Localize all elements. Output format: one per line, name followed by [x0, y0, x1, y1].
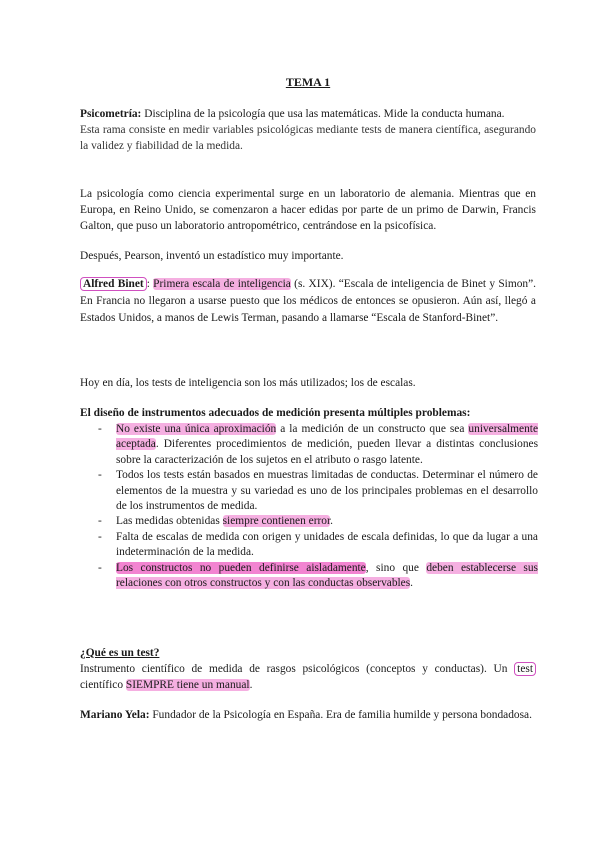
list-item — [96, 561, 538, 592]
item-text: Todos los tests están basados en muestras limitadas de conductas. Determinar el número de elementos de la muestra y su variedad es uno de los principales problemas en el desarrollo de los instrumentos de medida. — [116, 469, 538, 513]
item-text: . — [330, 515, 334, 528]
yela-paragraph — [80, 707, 536, 723]
history-paragraph: La psicología como ciencia experimental surge en un laboratorio de alemania. Mientras que en Europa, en Reino Unido, se comenzaron a hacer edidas por parte de un primo de Darwin, Francis Galton, que puso un laboratorio antropométrico, centrándose en la psicofísica. — [80, 188, 536, 233]
problems-heading: El diseño de instrumentos adecuados de medición presenta múltiples problemas: — [80, 407, 471, 419]
test-section — [80, 645, 536, 694]
psicometria-paragraph — [80, 106, 536, 155]
yela-text: Fundador de la Psicología en España. Era de familia humilde y persona bondadosa. — [149, 709, 532, 721]
binet-paragraph — [80, 276, 536, 328]
item-text: Falta de escalas de medida con origen y unidades de escala definidas, lo que da lugar a una indeterminación de la medida. — [116, 530, 538, 559]
item-text: . — [410, 577, 414, 590]
item-highlight: universalmente aceptada — [116, 423, 539, 451]
today-paragraph: Hoy en día, los tests de inteligencia son los más utilizados; los de escalas. — [80, 377, 416, 389]
psicometria-description: Esta rama consiste en medir variables psicológicas mediante tests de manera científica, asegurando la validez y fiabilidad de la medida. — [80, 124, 536, 153]
list-item — [96, 422, 538, 468]
item-text: Las medidas obtenidas — [116, 515, 223, 528]
list-dash: - — [98, 469, 102, 482]
list-item — [96, 530, 538, 561]
list-dash: - — [98, 515, 102, 528]
item-highlight: siempre contienen error — [222, 515, 331, 528]
list-dash: - — [98, 530, 102, 543]
item-text: , sino que — [365, 561, 427, 574]
item-text: a la medición de un constructo que sea — [276, 423, 469, 435]
page-title: TEMA 1 — [285, 75, 331, 89]
psicometria-definition: Disciplina de la psicología que usa las matemáticas. Mide la conducta humana. — [144, 108, 505, 120]
binet-colon: : — [146, 278, 150, 290]
pearson-paragraph: Después, Pearson, inventó un estadístico muy importante. — [80, 250, 344, 262]
binet-name: Alfred Binet — [80, 277, 147, 291]
term-psicometria: Psicometría: — [80, 108, 142, 120]
test-text: Instrumento científico de medida de rasgos psicológicos (conceptos y conductas). Un — [80, 663, 515, 676]
list-dash: - — [98, 561, 102, 574]
problems-list — [96, 422, 538, 591]
binet-highlight: Primera escala de inteligencia — [153, 278, 291, 290]
test-heading: ¿Qué es un test? — [80, 647, 160, 659]
yela-name: Mariano Yela: — [80, 709, 150, 721]
item-text: . Diferentes procedimientos de medición, pueden llevar a distintas conclusiones sobre la caracterización de los sujetos en el atributo o rasgo latente. — [116, 438, 538, 466]
test-boxed-word: test — [514, 662, 536, 676]
list-item — [96, 514, 538, 529]
test-text: . — [249, 679, 253, 692]
list-dash: - — [98, 423, 102, 435]
binet-rest: (s. XIX). “Escala de inteligencia de Binet y Simon”. En Francia no llegaron a usarse puesto que los médicos de entonces se opusieron. Aún así, llegó a Estados Unidos, a manos de Lewis Terman, pasando a llamarse “Escala de Stanford-Binet”. — [80, 278, 537, 325]
list-item — [96, 468, 538, 514]
item-highlight: No existe una única aproximación — [116, 423, 277, 435]
test-text: científico — [80, 679, 126, 692]
item-highlight: Los constructos no pueden definirse aisladamente — [116, 561, 366, 574]
item-highlight: deben establecerse sus relaciones con otros constructos y con las conductas observables — [116, 561, 538, 590]
test-highlight: SIEMPRE tiene un manual — [125, 679, 250, 692]
